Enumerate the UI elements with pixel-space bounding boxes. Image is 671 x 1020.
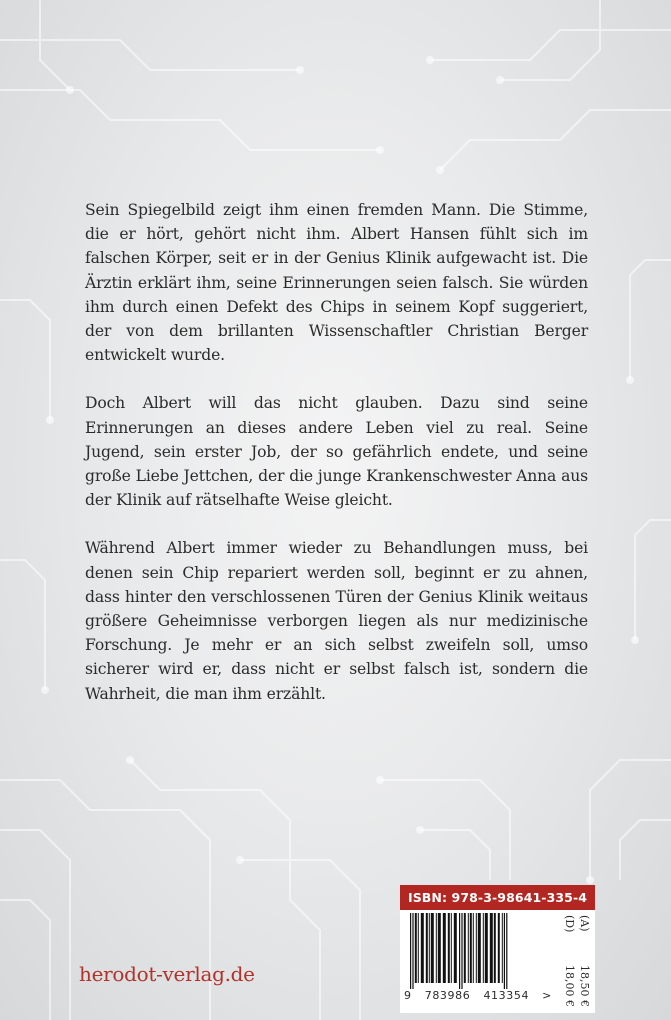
barcode-bar [443,913,446,983]
barcode-bar [504,913,505,989]
barcode-bar [448,913,450,983]
barcode-bar [464,913,466,983]
barcode-digit-group-1: 783986 [424,989,471,1002]
barcode-bar [461,913,462,989]
price-list [558,915,592,1009]
publisher-website[interactable]: herodot-verlag.de [79,962,255,986]
barcode-bar [494,913,496,983]
price-germany [563,915,576,1007]
barcode-bar [412,913,413,989]
barcode-bar [410,913,411,989]
barcode-digit-marker: > [542,989,552,1002]
barcode-bar [502,913,503,983]
barcode-bar [429,913,430,983]
isbn-label: ISBN: 978-3-98641-335-4 [400,885,595,910]
barcode-bar [436,913,437,983]
barcode-label [400,885,595,1013]
barcode-bar [468,913,469,983]
barcode-bar [490,913,493,983]
barcode-digit-prefix: 9 [404,989,412,1002]
price-germany-country: (D) [563,915,576,933]
price-austria-country: (A) [578,915,591,932]
barcode-bar [418,913,419,983]
blurb-paragraph-3: Während Albert immer wieder zu Behandlungen muss, bei denen sein Chip repariert werden soll, beginnt er zu ahnen, dass hinter den verschlossenen Türen der Genius Klinik weitaus größere Geheimnisse verborgen liegen als nur medizinische Forschung. Je mehr er an sich selbst zweifeln soll, umso sicherer wird er, dass nicht er selbst falsch ist, sondern die Wahrheit, die man ihm erzählt. [85,539,588,703]
blurb-paragraph-1: Sein Spiegelbild zeigt ihm einen fremden Mann. Die Stimme, die er hört, gehört nicht ihm. Albert Hansen fühlt sich im falschen Körper, seit er in der Genius Klinik aufgewacht ist. Die Ärztin erklärt ihm, seine Erinnerungen seien falsch. Sie würden ihm durch einen Defekt des Chips in seinem Kopf suggeriert, der von dem brillanten Wissenschaftler Christian Berger entwickelt wurde. [85,201,588,365]
barcode-bar [476,913,477,983]
price-austria-amount: 18,50 € [578,965,591,1007]
price-germany-amount: 18,00 € [563,965,576,1007]
barcode-bar [473,913,474,983]
barcode-bar [478,913,481,983]
barcode-bar [451,913,452,983]
barcode-bar [485,913,488,983]
barcode-bar [459,913,460,989]
barcode-bar [431,913,434,983]
blurb-paragraph-2: Doch Albert will das nicht glauben. Dazu sind seine Erinnerungen an dieses andere Leben viel zu real. Seine Jugend, sein erster Job, der so gefährlich endete, und seine große Liebe Jettchen, der die junge Krankenschwester Anna aus der Klinik auf rätselhafte Weise gleicht. [85,394,588,510]
barcode-bar [438,913,441,983]
barcode-bar [426,913,428,983]
barcode-bar [483,913,484,983]
barcode-bar [454,913,457,983]
barcode-bar [470,913,472,983]
barcode-bar [421,913,424,983]
blurb-text [85,198,588,706]
barcode-bar [506,913,507,989]
barcode-bar [415,913,417,983]
price-austria [578,915,591,1007]
barcode-bar [498,913,500,983]
barcode-digit-group-2: 413354 [483,989,530,1002]
barcode-digits [404,989,552,1002]
barcode [404,913,554,989]
